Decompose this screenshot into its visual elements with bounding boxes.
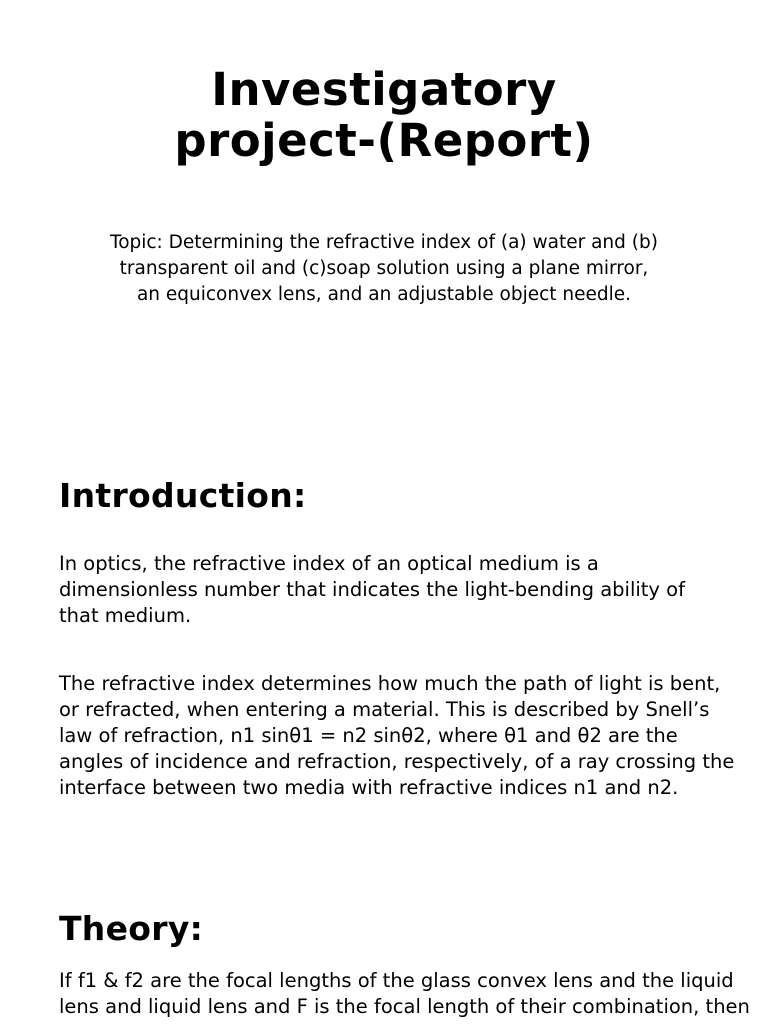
topic-line-1: Topic: Determining the refractive index of (a) water and (b): [110, 232, 658, 253]
page-title: [0, 64, 768, 166]
introduction-paragraph-1: [59, 551, 739, 629]
paragraph-line: The refractive index determines how much the path of light is bent,: [59, 672, 721, 695]
paragraph-line: or refracted, when entering a material. This is described by Snell’s: [59, 698, 710, 721]
theory-paragraph-1: [59, 968, 750, 1020]
paragraph-line: that medium.: [59, 604, 192, 627]
title-line-1: Investigatory: [211, 63, 557, 116]
paragraph-line: lens and liquid lens and F is the focal length of their combination, then: [59, 995, 750, 1018]
paragraph-line: In optics, the refractive index of an optical medium is a: [59, 552, 599, 575]
introduction-heading: Introduction:: [59, 476, 307, 515]
paragraph-line: angles of incidence and refraction, respectively, of a ray crossing the: [59, 750, 735, 773]
paragraph-line: law of refraction, n1 sinθ1 = n2 sinθ2, where θ1 and θ2 are the: [59, 724, 678, 747]
paragraph-line: interface between two media with refractive indices n1 and n2.: [59, 776, 679, 799]
introduction-paragraph-2: [59, 671, 739, 801]
title-line-2: project-(Report): [174, 114, 594, 167]
theory-heading: Theory:: [59, 909, 204, 948]
topic-line-3: an equiconvex lens, and an adjustable object needle.: [136, 284, 632, 305]
topic-line-2: transparent oil and (c)soap solution using a plane mirror,: [119, 258, 649, 279]
paragraph-line: If f1 & f2 are the focal lengths of the glass convex lens and the liquid: [59, 969, 734, 992]
paragraph-line: dimensionless number that indicates the light-bending ability of: [59, 578, 685, 601]
topic-statement: [60, 230, 708, 308]
